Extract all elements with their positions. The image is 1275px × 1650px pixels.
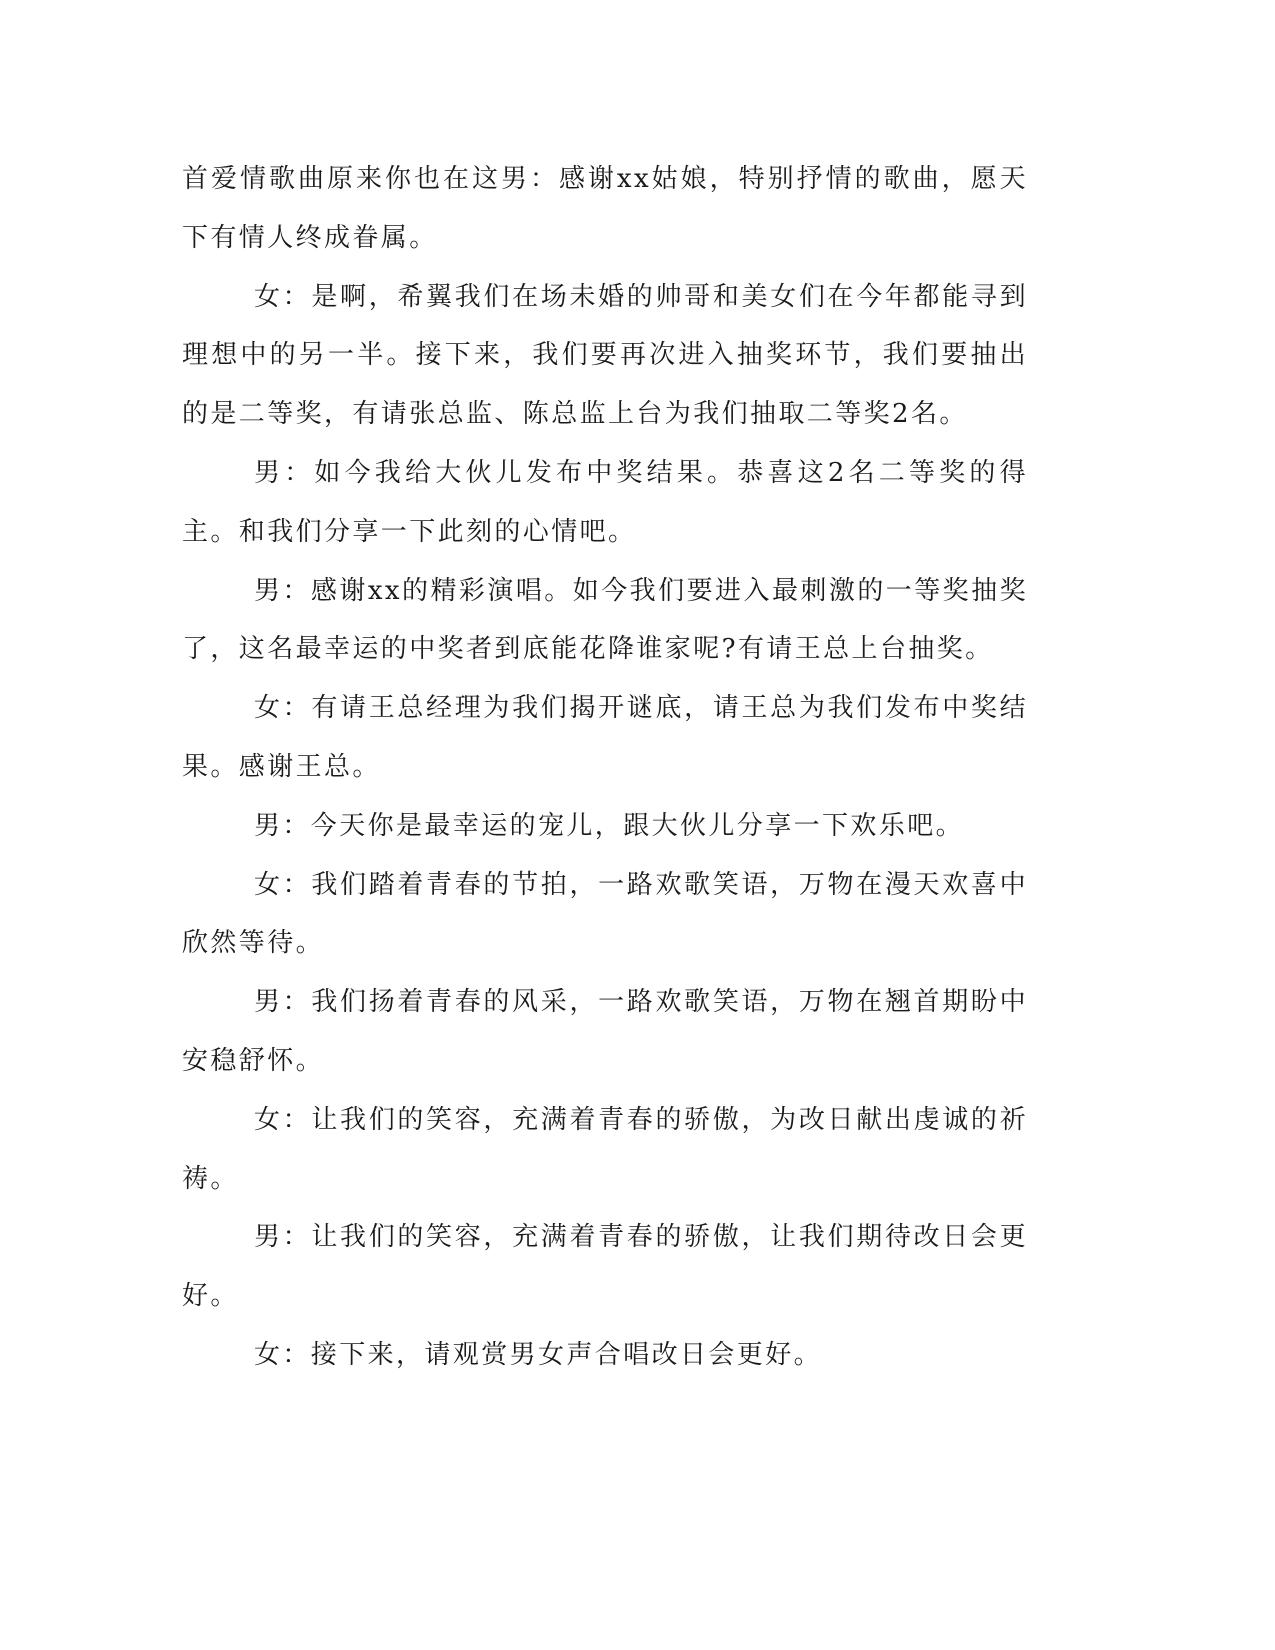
paragraph-10: 男：让我们的笑容，充满着青春的骄傲，让我们期待改日会更好。 xyxy=(182,1222,1028,1312)
paragraph-6: 男：今天你是最幸运的宠儿，跟大伙儿分享一下欢乐吧。 xyxy=(254,810,965,841)
paragraph-5: 女：有请王总经理为我们揭开谜底，请王总为我们发布中奖结果。感谢王总。 xyxy=(182,693,1028,782)
paragraph-4: 男：感谢xx的精彩演唱。如今我们要进入最刺激的一等奖抽奖了，这名最幸运的中奖者到底能花降谁家呢?有请王总上台抽奖。 xyxy=(182,575,1028,665)
paragraph-8: 男：我们扬着青春的风采，一路欢歌笑语，万物在翘首期盼中安稳舒怀。 xyxy=(182,987,1028,1076)
paragraph-1: 首爱情歌曲原来你也在这男：感谢xx姑娘，特别抒情的歌曲，愿天下有情人终成眷属。 xyxy=(182,164,1028,253)
paragraph-7: 女：我们踏着青春的节拍，一路欢歌笑语，万物在漫天欢喜中欣然等待。 xyxy=(182,869,1028,959)
paragraph-3: 男：如今我给大伙儿发布中奖结果。恭喜这2名二等奖的得主。和我们分享一下此刻的心情吧。 xyxy=(182,457,1028,547)
paragraph-11: 女：接下来，请观赏男女声合唱改日会更好。 xyxy=(254,1339,823,1370)
document-body xyxy=(182,150,1028,1385)
paragraph-9: 女：让我们的笑容，充满着青春的骄傲，为改日献出虔诚的祈祷。 xyxy=(182,1104,1028,1194)
paragraph-2: 女：是啊，希翼我们在场未婚的帅哥和美女们在今年都能寻到理想中的另一半。接下来，我们要再次进入抽奖环节，我们要抽出的是二等奖，有请张总监、陈总监上台为我们抽取二等奖2名。 xyxy=(182,281,1028,430)
